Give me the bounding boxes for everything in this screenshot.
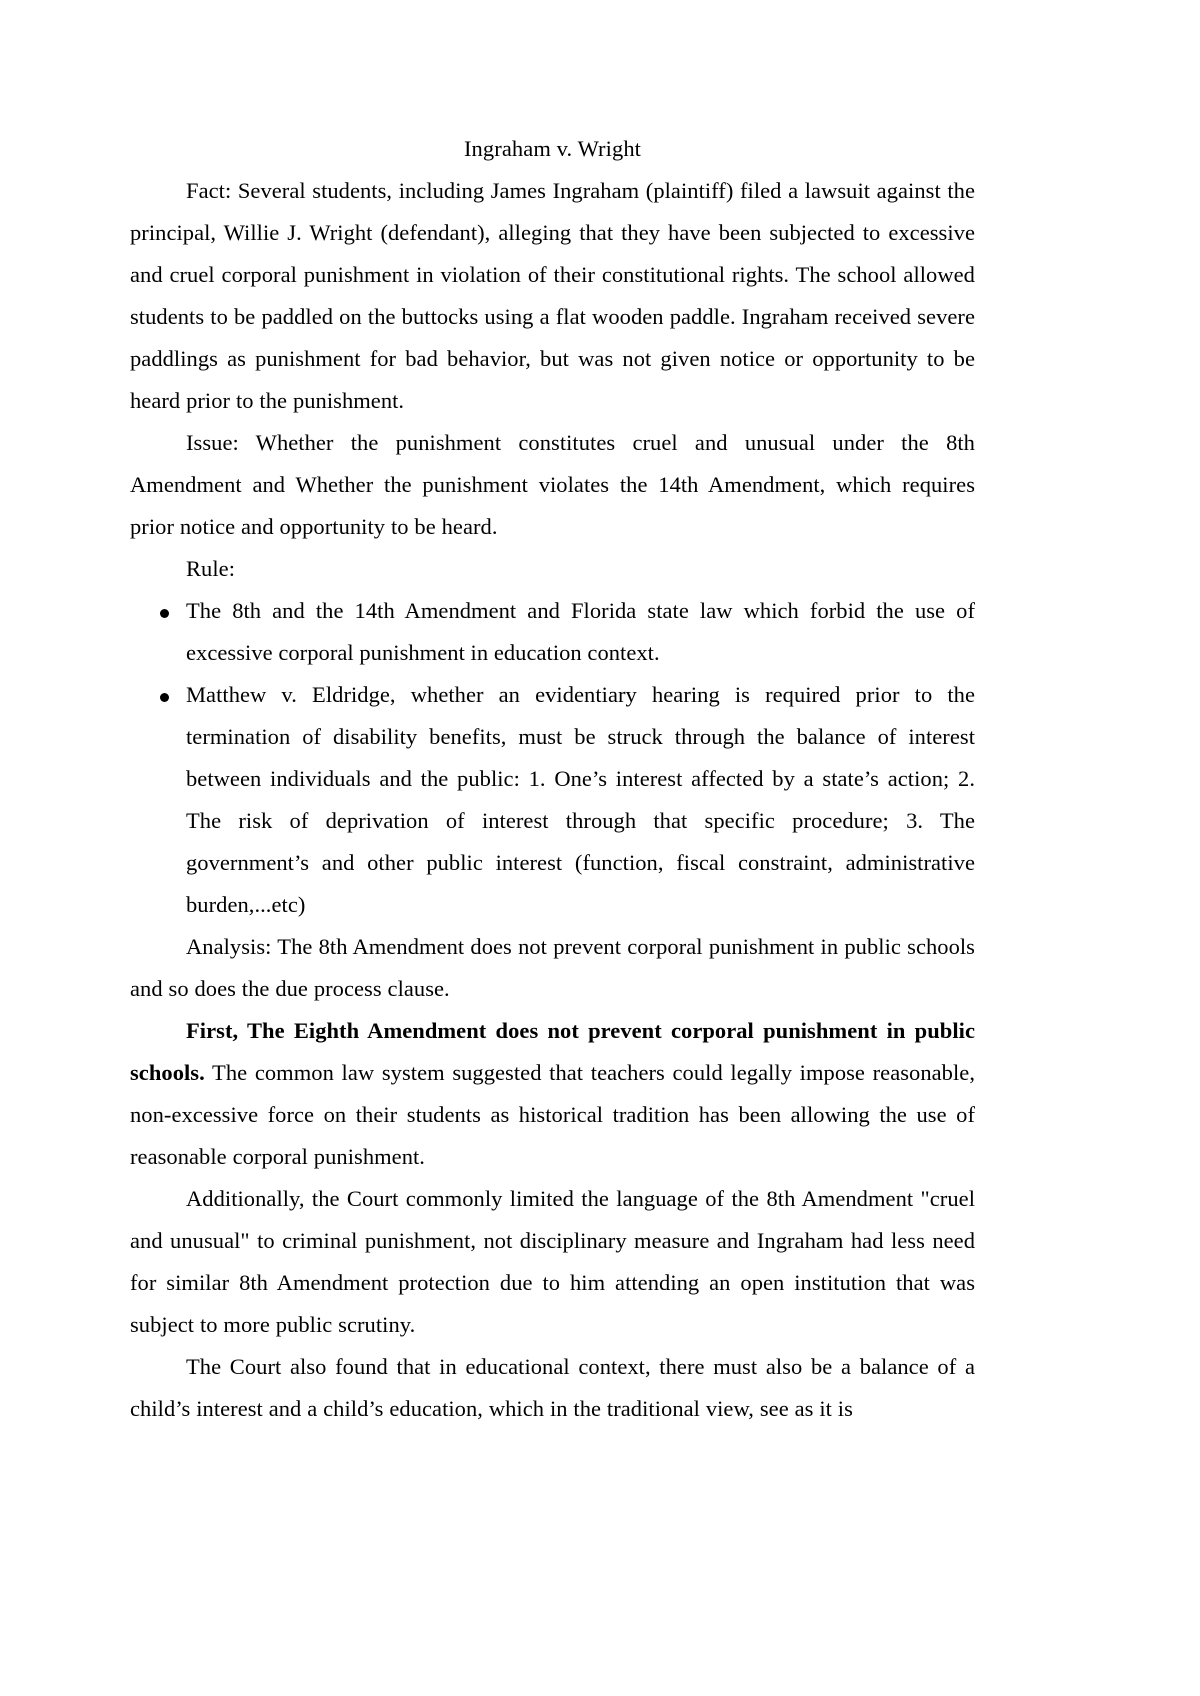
list-item <box>130 590 975 674</box>
paragraph-additionally: Additionally, the Court commonly limited the language of the 8th Amendment "cruel and unusual" to criminal punishment, not disciplinary measure and Ingraham had less need for similar 8th Amendment protection due to him attending an open institution that was subject to more public scrutiny. <box>130 1186 975 1337</box>
first-point-remainder: The common law system suggested that teachers could legally impose reasonable, non-excessive force on their students as historical tradition has been allowing the use of reasonable corporal punishment. <box>130 1060 975 1169</box>
list-item-label: Matthew v. Eldridge, whether an evidentiary hearing is required prior to the termination of disability benefits, must be struck through the balance of interest between individuals and the public: 1. One’s interest affected by a state’s action; 2. The risk of deprivation of interest through that specific procedure; 3. The government’s and other public interest (function, fiscal constraint, administrative burden,...etc) <box>186 682 975 917</box>
rule-heading: Rule: <box>186 556 235 581</box>
paragraph-analysis: Analysis: The 8th Amendment does not prevent corporal punishment in public schools and so does the due process clause. <box>130 934 975 1001</box>
bullet-point-icon <box>160 693 169 702</box>
page-title: Ingraham v. Wright <box>463 136 642 161</box>
paragraph-fact: Fact: Several students, including James Ingraham (plaintiff) filed a lawsuit against the principal, Willie J. Wright (defendant), alleging that they have been subjected to excessive and cruel corporal punishment in violation of their constitutional rights. The school allowed students to be paddled on the buttocks using a flat wooden paddle. Ingraham received severe paddlings as punishment for bad behavior, but was not given notice or opportunity to be heard prior to the punishment. <box>130 178 975 413</box>
paragraph-court-also-found: The Court also found that in educational context, there must also be a balance of a child’s interest and a child’s education, which in the traditional view, see as it is <box>130 1354 975 1421</box>
list-item-label: The 8th and the 14th Amendment and Florida state law which forbid the use of excessive corporal punishment in education context. <box>186 598 975 665</box>
first-point-bold-lead: First, The Eighth Amendment does not prevent corporal punishment in public schools. <box>130 1018 975 1085</box>
paragraph-first-point <box>130 1010 975 1178</box>
rule-bullet-list <box>130 590 975 926</box>
paragraph-issue: Issue: Whether the punishment constitutes cruel and unusual under the 8th Amendment and Whether the punishment violates the 14th Amendment, which requires prior notice and opportunity to be heard. <box>130 430 975 539</box>
bullet-point-icon <box>160 609 169 618</box>
document-body <box>130 128 975 1430</box>
list-item <box>130 674 975 926</box>
